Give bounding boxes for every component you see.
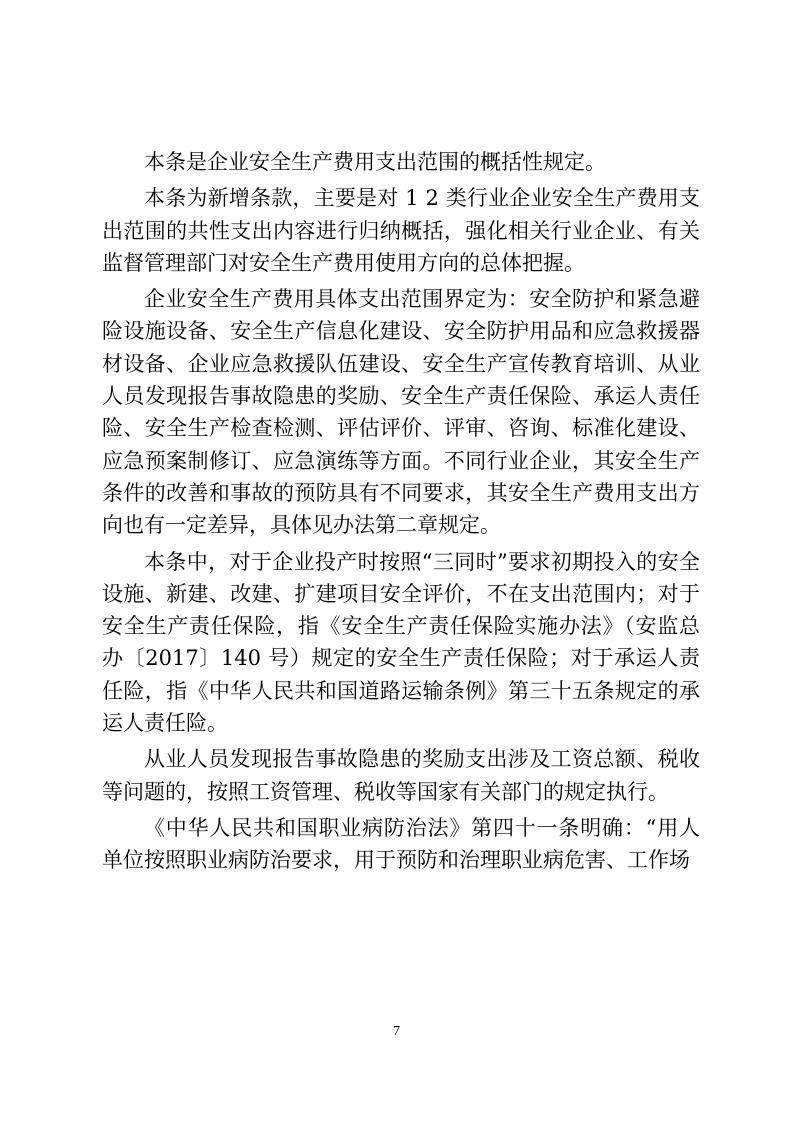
paragraph-occupational-law: 《中华人民共和国职业病防治法》第四十一条明确：“用人单位按照职业病防治要求，用于预防和治理职业病危害、工作场 — [102, 815, 700, 873]
page-number: 7 — [393, 1024, 400, 1039]
paragraph-scope: 企业安全生产费用具体支出范围界定为：安全防护和紧急避险设施设备、安全生产信息化建设、安全防护用品和应急救援器材设备、企业应急救援队伍建设、安全生产宣传教育培训、从业人员发现报告事故隐患的奖励、安全生产责任保险、承运人责任险、安全生产检查检测、评估评价、评审、咨询、标准化建设、应急预案制修订、应急演练等方面。不同行业企业，其安全生产条件的改善和事故的预防具有不同要求，其安全生产费用支出方向也有一定差异，具体见办法第二章规定。 — [102, 287, 700, 538]
paragraph-new-clause: 本条为新增条款，主要是对 1 2 类行业企业安全生产费用支出范围的共性支出内容进行归纳概括，强化相关行业企业、有关监督管理部门对安全生产费用使用方向的总体把握。 — [102, 186, 700, 275]
paragraph-exclusions: 本条中，对于企业投产时按照“三同时”要求初期投入的安全设施、新建、改建、扩建项目安全评价，不在支出范围内；对于安全生产责任保险，指《安全生产责任保险实施办法》（安监总办〔2017〕140 号）规定的安全生产责任保险；对于承运人责任险，指《中华人民共和国道路运输条例》第三十五条规定的承运人责任险。 — [102, 549, 700, 736]
paragraph-summary: 本条是企业安全生产费用支出范围的概括性规定。 — [144, 150, 606, 174]
paragraph-rewards: 从业人员发现报告事故隐患的奖励支出涉及工资总额、税收等问题的，按照工资管理、税收等国家有关部门的规定执行。 — [102, 747, 700, 804]
body-text — [102, 146, 700, 877]
